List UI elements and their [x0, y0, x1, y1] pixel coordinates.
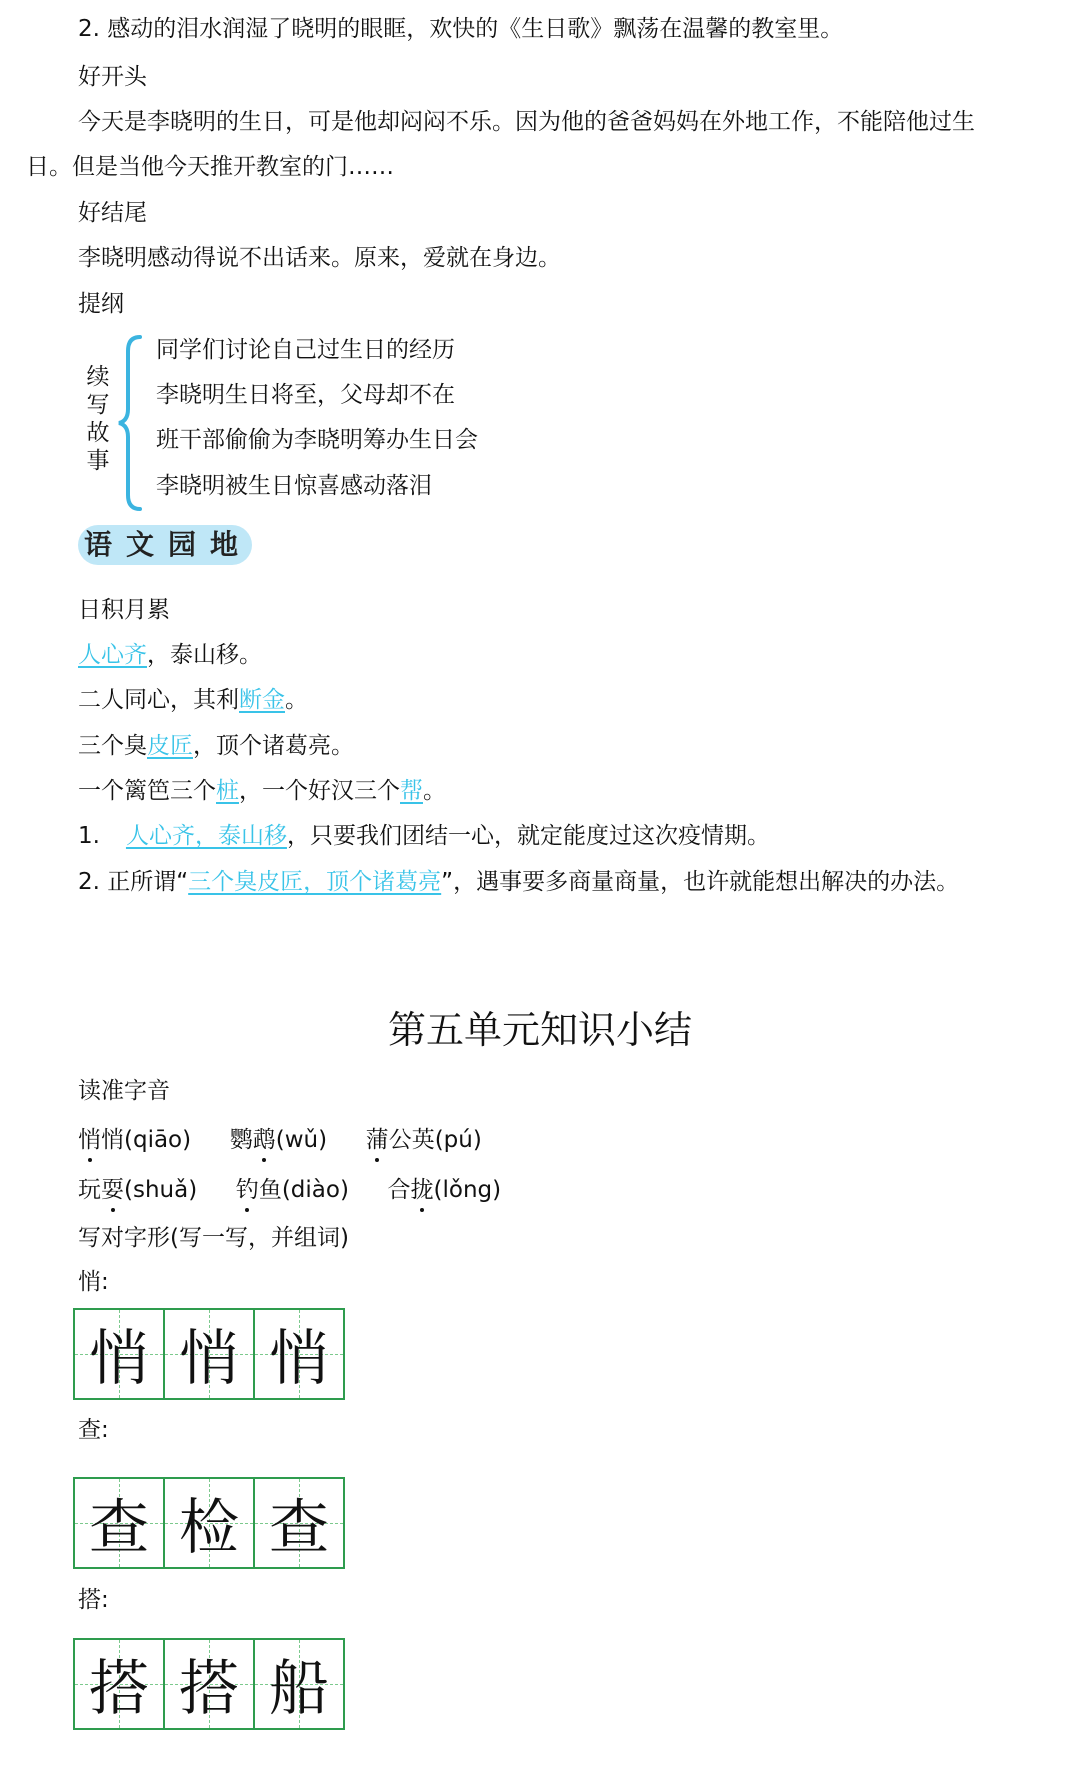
- pinyin: (diào): [281, 1177, 349, 1203]
- exercise-1: [78, 820, 770, 852]
- pinyin: (pú): [434, 1127, 482, 1153]
- exercise-text: ”，遇事要多商量商量，也许就能想出解决的办法。: [441, 869, 960, 895]
- good-start-heading: 好开头: [78, 64, 147, 90]
- outline-item: 李晓明生日将至，父母却不在: [156, 382, 455, 408]
- saying-text: 二人同心，其利: [78, 687, 239, 713]
- dotted-char: 耍: [101, 1174, 124, 1206]
- outline-item: 李晓明被生日惊喜感动落泪: [156, 473, 432, 499]
- grid-char: 搭: [89, 1654, 149, 1724]
- outline-item: 班干部偷偷为李晓明筹办生日会: [156, 427, 478, 453]
- saying-text: ，一个好汉三个: [239, 778, 400, 804]
- saying-text: 一个篱笆三个: [78, 778, 216, 804]
- saying-text: 三个臭: [78, 733, 147, 759]
- exercise-2: [78, 866, 959, 898]
- pron-item: 钓鱼(diào): [236, 1177, 349, 1203]
- tianzige-cell: [73, 1308, 165, 1400]
- grid-char: 查: [269, 1493, 329, 1563]
- grid-char: 悄: [269, 1324, 329, 1394]
- pinyin: (qiāo): [124, 1127, 192, 1153]
- saying-text: ，泰山移。: [147, 642, 262, 668]
- exercise-number: 1.: [78, 823, 100, 849]
- section-badge-text: 语文园地: [84, 528, 253, 561]
- answer-blank: 三个臭皮匠，顶个诸葛亮: [188, 869, 442, 895]
- answer-blank: 人心齐，泰山移: [125, 823, 287, 849]
- garden-heading: 日积月累: [78, 597, 170, 623]
- outline-label-char: 续: [86, 364, 110, 390]
- tianzige-cell: [73, 1638, 165, 1730]
- tianzige-cell: [253, 1308, 345, 1400]
- outline-item: 同学们讨论自己过生日的经历: [156, 337, 455, 363]
- unit-summary-title: 第五单元知识小结: [387, 1008, 692, 1052]
- writing-grid: [73, 1308, 343, 1400]
- answer-blank: 断金: [239, 687, 285, 713]
- tianzige-cell: [253, 1638, 345, 1730]
- writing-grid: [73, 1638, 343, 1730]
- good-start-line1: 今天是李晓明的生日，可是他却闷闷不乐。因为他的爸爸妈妈在外地工作，不能陪他过生: [78, 109, 975, 135]
- tianzige-cell: [73, 1477, 165, 1569]
- good-end-heading: 好结尾: [78, 200, 147, 226]
- exercise-text: ，只要我们团结一心，就定能度过这次疫情期。: [286, 823, 770, 849]
- pron-item: 合拢(lǒng): [388, 1177, 502, 1203]
- char-label: 查:: [78, 1417, 109, 1443]
- dotted-char: 蒲: [366, 1124, 389, 1156]
- pinyin: (wǔ): [275, 1127, 328, 1153]
- saying-4: [78, 775, 446, 807]
- section-badge: [78, 522, 258, 568]
- grid-char: 悄: [179, 1324, 239, 1394]
- pron-item: 悄悄(qiāo): [78, 1127, 191, 1153]
- answer-blank: 桩: [216, 778, 239, 804]
- pron-item: 玩耍(shuǎ): [78, 1177, 197, 1203]
- dotted-char: 拢: [411, 1174, 434, 1206]
- saying-3: [78, 730, 354, 762]
- saying-2: [78, 684, 308, 716]
- char-label: 悄:: [78, 1269, 109, 1295]
- outline-label-char: 写: [86, 392, 110, 418]
- pronunciation-row-1: [78, 1124, 482, 1156]
- pron-item: 蒲公英(pú): [366, 1127, 482, 1153]
- outline-label-char: 事: [86, 448, 110, 474]
- grid-char: 查: [89, 1493, 149, 1563]
- curly-brace: [116, 333, 146, 513]
- dotted-char: 钓: [236, 1174, 259, 1206]
- grid-char: 船: [269, 1654, 329, 1724]
- story-ending-line: 2. 感动的泪水润湿了晓明的眼眶，欢快的《生日歌》飘荡在温馨的教室里。: [78, 16, 844, 42]
- dotted-char: 鹉: [253, 1124, 276, 1156]
- tianzige-cell: [163, 1477, 255, 1569]
- outline-label-char: 故: [86, 420, 110, 446]
- good-end-text: 李晓明感动得说不出话来。原来，爱就在身边。: [78, 245, 561, 271]
- pronunciation-row-2: [78, 1174, 501, 1206]
- saying-text: 。: [285, 687, 308, 713]
- answer-blank: 人心齐: [78, 642, 147, 668]
- writing-grid: [73, 1477, 343, 1569]
- tianzige-cell: [253, 1477, 345, 1569]
- pronunciation-heading: 读准字音: [78, 1078, 170, 1104]
- char-label: 搭:: [78, 1587, 109, 1613]
- tianzige-cell: [163, 1638, 255, 1730]
- exercise-text: 2. 正所谓“: [78, 869, 189, 895]
- dotted-char: 悄: [78, 1124, 101, 1156]
- answer-blank: 帮: [400, 778, 423, 804]
- outline-heading: 提纲: [78, 291, 124, 317]
- saying-1: [78, 639, 262, 671]
- pron-item: 鹦鹉(wǔ): [230, 1127, 327, 1153]
- answer-blank: 皮匠: [147, 733, 193, 759]
- saying-text: ，顶个诸葛亮。: [193, 733, 354, 759]
- saying-text: 。: [423, 778, 446, 804]
- grid-char: 搭: [179, 1654, 239, 1724]
- grid-char: 检: [179, 1493, 239, 1563]
- pinyin: (lǒng): [433, 1177, 502, 1203]
- tianzige-cell: [163, 1308, 255, 1400]
- pinyin: (shuǎ): [124, 1177, 198, 1203]
- write-heading: 写对字形(写一写，并组词): [78, 1225, 349, 1251]
- good-start-line2: 日。但是当他今天推开教室的门……: [26, 154, 394, 180]
- grid-char: 悄: [89, 1324, 149, 1394]
